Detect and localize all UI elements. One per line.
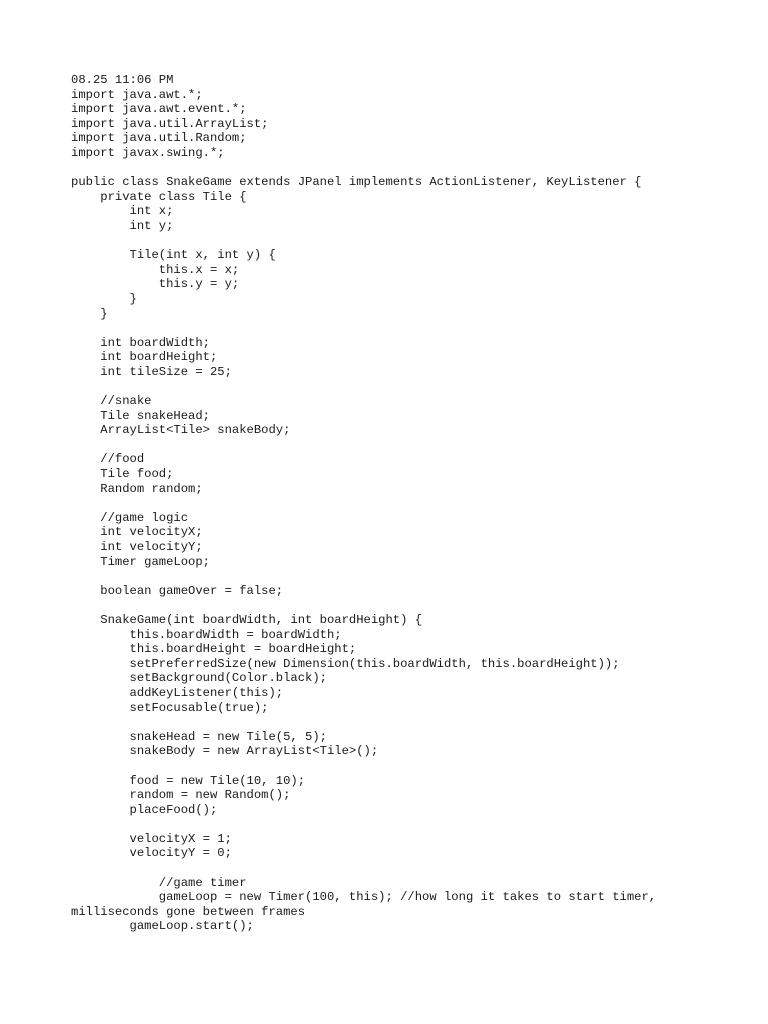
code-line: int boardWidth; — [71, 335, 210, 350]
code-line — [71, 861, 751, 876]
code-line: //game timer — [71, 875, 247, 890]
code-line: Tile snakeHead; — [71, 408, 210, 423]
code-line: import java.awt.event.*; — [71, 102, 247, 117]
code-line: ArrayList<Tile> snakeBody; — [71, 423, 291, 438]
code-line: } — [71, 291, 137, 306]
code-line: int velocityY; — [71, 540, 203, 554]
code-line: Tile(int x, int y) { — [71, 248, 276, 263]
code-line: SnakeGame(int boardWidth, int boardHeight) { — [71, 612, 423, 627]
code-line: this.boardWidth = boardWidth; — [71, 627, 342, 642]
code-line: Random random; — [71, 481, 203, 496]
code-line: //food — [71, 452, 145, 467]
code-line: this.y = y; — [71, 277, 240, 292]
code-line: this.boardHeight = boardHeight; — [71, 642, 357, 657]
code-line: snakeBody = new ArrayList<Tile>(); — [71, 744, 379, 759]
code-line: random = new Random(); — [71, 788, 291, 803]
code-line: Timer gameLoop; — [71, 554, 210, 569]
code-line: snakeHead = new Tile(5, 5); — [71, 729, 327, 744]
code-line — [71, 569, 751, 584]
code-line — [71, 759, 751, 774]
code-line: Tile food; — [71, 467, 174, 482]
code-line: milliseconds gone between frames — [71, 904, 306, 919]
code-line — [71, 496, 751, 511]
code-line: int boardHeight; — [71, 350, 218, 365]
code-line: int y; — [71, 218, 174, 233]
code-line: import java.awt.*; — [71, 87, 203, 102]
code-line — [71, 817, 751, 832]
code-line: int x; — [71, 204, 174, 219]
code-line: int tileSize = 25; — [71, 364, 232, 379]
code-line — [71, 321, 751, 336]
code-line — [71, 161, 751, 176]
code-line — [71, 715, 751, 730]
code-line: int velocityX; — [71, 525, 203, 540]
code-line — [71, 438, 751, 453]
code-line: //snake — [71, 394, 152, 409]
code-line: //game logic — [71, 510, 189, 525]
code-line: addKeyListener(this); — [71, 685, 284, 700]
code-line — [71, 379, 751, 394]
code-line: setBackground(Color.black); — [71, 671, 327, 686]
code-line: gameLoop = new Timer(100, this); //how long it takes to start timer, — [71, 890, 657, 905]
document-header: 08.25 11:06 PM — [71, 73, 174, 87]
code-line: import java.util.Random; — [71, 131, 247, 146]
code-line: velocityX = 1; — [71, 831, 232, 846]
code-block — [71, 88, 751, 934]
code-line: import javax.swing.*; — [71, 145, 225, 160]
code-line: setPreferredSize(new Dimension(this.boardWidth, this.boardHeight)); — [71, 656, 620, 671]
code-line: velocityY = 0; — [71, 846, 232, 861]
code-line — [71, 598, 751, 613]
code-line: } — [71, 306, 108, 321]
code-line: gameLoop.start(); — [71, 919, 254, 934]
code-line: public class SnakeGame extends JPanel implements ActionListener, KeyListener { — [71, 175, 642, 190]
code-line: this.x = x; — [71, 262, 240, 277]
document-page — [71, 73, 751, 934]
code-line: private class Tile { — [71, 189, 247, 204]
code-line: placeFood(); — [71, 802, 218, 817]
code-line: setFocusable(true); — [71, 700, 269, 715]
code-line: food = new Tile(10, 10); — [71, 773, 306, 788]
code-line: boolean gameOver = false; — [71, 583, 284, 598]
code-line: import java.util.ArrayList; — [71, 116, 269, 131]
code-line — [71, 234, 751, 249]
